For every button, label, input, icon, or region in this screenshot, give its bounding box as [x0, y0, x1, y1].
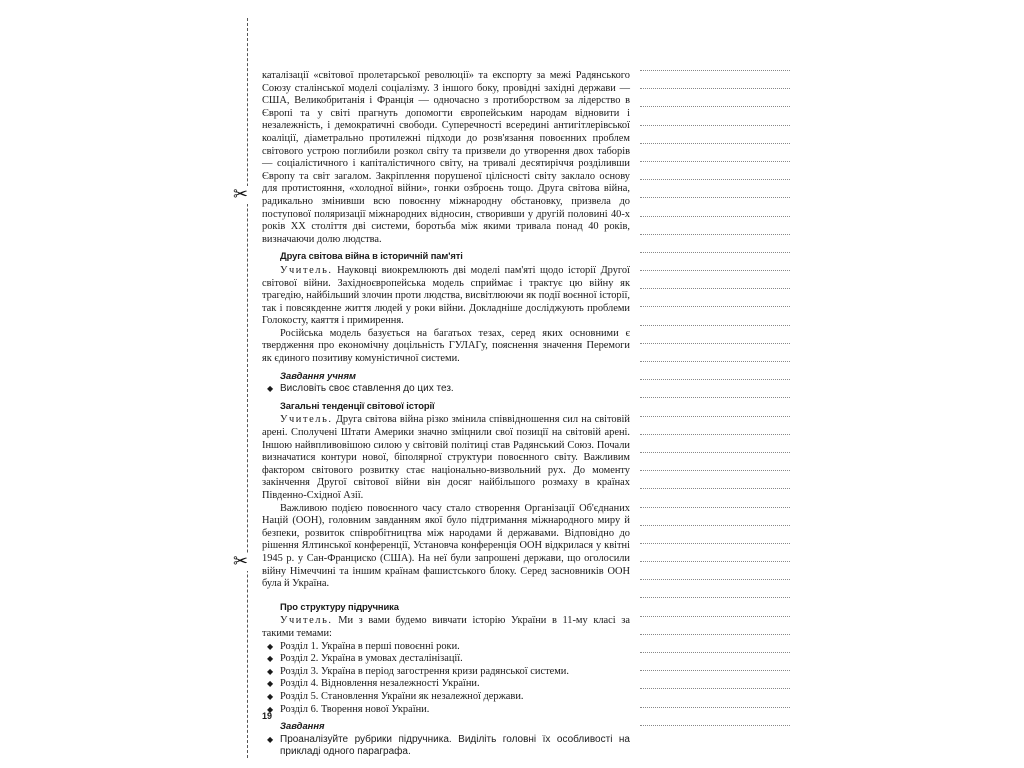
diamond-bullet-icon: ◆ [267, 691, 274, 701]
paragraph: каталізації «світової пролетарської революції» та експорту за межі Радянського Союзу сталінської моделі соціалізму. З іншого боку, провідні західні держави — США, Великобританія і Франція — одночасно з протиборством за лідерство в Європі та у світі прагнуть допомогти європейським народам відновити і незалежність, і демократичні свободи. Суперечності всередині антигітлерівської коаліції, діаметрально протилежні підходи до розв'язання повоєнних проблем світового устрою поглибили розкол світу та призвели до утворення двох таборів — соціалістичного і капіталістичного світу, на тривалі десятиріччя розділивши Європу та світ загалом. Закріплення порушеної цілісності світу заклало основу для протистояння, «холодної війни», гонки озброєнь тощо. Друга світова війна, радикально змінивши всю повоєнну міжнародну обстановку, призвела до поступової поляризації міжнародних відносин, створивши у другій половині 40-х років XX століття дві системи, боротьба між якими тривала понад 40 років, визначаючи долю людства. [262, 70, 630, 245]
list-item-text: Розділ 3. Україна в період загострення кризи радянської системи. [280, 665, 569, 677]
paragraph-text: Друга світова війна різко змінила співвідношення сил на світовій арені. Сполучені Штати Америки значно зміцнили свої позиції на світовій арені. Іншою найвпливовішою силою у світовій політиці став Радянський Союз. Почали визначатися контури нової, біполярної структури повоєнного світу. Важливим фактором світового розвитку стає національно-визвольний рух. До моменту закінчення Другої світової війни він досяг найбільшого розмаху в країнах Південно-Східної Азії. [262, 414, 630, 501]
diamond-bullet-icon: ◆ [267, 641, 274, 651]
note-line [640, 416, 790, 417]
speaker-label: Учитель. [280, 264, 333, 276]
note-line [640, 616, 790, 617]
list-item-text: Розділ 5. Становлення України як незалежної держави. [280, 690, 524, 702]
list-item-text: Висловіть своє ставлення до цих тез. [280, 383, 454, 395]
paragraph-text: Науковці виокремлюють дві моделі пам'яті щодо історії Другої світової війни. Західноєвропейська модель сприймає і трактує цю війну як трагедію, найбільший злочин проти людства, висвітлюючи як події воєнної історії, так і повсякденне життя людей у роки війни. Докладніше досліджують проблеми Голокосту, каяття і примирення. [262, 264, 630, 327]
diamond-bullet-icon: ◆ [267, 734, 274, 744]
note-line [640, 397, 790, 398]
main-text-column [262, 70, 630, 759]
list-item [262, 666, 630, 679]
note-line [640, 216, 790, 217]
note-line [640, 725, 790, 726]
note-line [640, 161, 790, 162]
sections-list [262, 641, 630, 717]
note-line [640, 252, 790, 253]
note-line [640, 70, 790, 71]
list-item [262, 641, 630, 654]
diamond-bullet-icon: ◆ [267, 666, 274, 676]
page-number: 19 [262, 711, 273, 721]
note-line [640, 652, 790, 653]
list-item [262, 383, 630, 396]
scissors-icon: ✂ [233, 184, 249, 205]
list-item-text: Проаналізуйте рубрики підручника. Виділіть головні їх особливості на прикладі одного параграфа. [280, 733, 630, 758]
note-line [640, 270, 790, 271]
note-line [640, 525, 790, 526]
diamond-bullet-icon: ◆ [267, 654, 274, 664]
note-line [640, 325, 790, 326]
list-item [262, 691, 630, 704]
note-line [640, 288, 790, 289]
paragraph [262, 414, 630, 502]
note-line [640, 561, 790, 562]
note-line [640, 707, 790, 708]
note-line [640, 361, 790, 362]
note-line [640, 234, 790, 235]
paragraph [262, 615, 630, 640]
note-line [640, 470, 790, 471]
list-item [262, 734, 630, 759]
note-line [640, 634, 790, 635]
section-heading: Про структуру підручника [280, 600, 399, 612]
note-line [640, 306, 790, 307]
note-line [640, 197, 790, 198]
note-line [640, 488, 790, 489]
note-line [640, 88, 790, 89]
diamond-bullet-icon: ◆ [267, 704, 274, 714]
note-line [640, 670, 790, 671]
paragraph [262, 265, 630, 328]
note-line [640, 507, 790, 508]
note-line [640, 143, 790, 144]
list-item [262, 653, 630, 666]
list-item [262, 678, 630, 691]
cut-line [247, 18, 248, 758]
note-line [640, 434, 790, 435]
task-heading: Завдання учням [280, 369, 356, 381]
list-item-text: Розділ 6. Творення нової України. [280, 703, 430, 715]
paragraph: Російська модель базується на багатьох тезах, серед яких основними є твердження про економічну доцільність ГУЛАГу, пояснення значення Перемоги як єдиного позитиву комуністичної системи. [262, 327, 630, 365]
note-line [640, 343, 790, 344]
note-line [640, 543, 790, 544]
diamond-bullet-icon: ◆ [267, 384, 274, 394]
list-item-text: Розділ 2. Україна в умовах десталінізації. [280, 653, 463, 665]
task-heading: Завдання [280, 720, 325, 732]
note-line [640, 579, 790, 580]
note-line [640, 379, 790, 380]
note-line [640, 106, 790, 107]
task-list [262, 734, 630, 759]
list-item-text: Розділ 1. Україна в перші повоєнні роки. [280, 640, 460, 652]
task-list [262, 383, 630, 396]
section-heading: Загальні тенденції світової історії [280, 399, 435, 411]
section-heading: Друга світова війна в історичній пам'яті [280, 250, 463, 262]
diamond-bullet-icon: ◆ [267, 679, 274, 689]
note-line [640, 125, 790, 126]
list-item [262, 704, 630, 717]
notes-lines [640, 70, 790, 743]
note-line [640, 597, 790, 598]
scissors-icon: ✂ [233, 551, 249, 572]
note-line [640, 179, 790, 180]
paragraph-text: Ми з вами будемо вивчати історію України в 11-му класі за такими темами: [262, 615, 630, 639]
speaker-label: Учитель. [280, 414, 333, 426]
note-line [640, 688, 790, 689]
paragraph: Важливою подією повоєнного часу стало створення Організації Об'єднаних Націй (ООН), головним завданням якої було підтримання міжнародного миру й безпеки, розвиток співробітництва між народами й державами. Відповідно до рішення Ялтинської конференції, Установча конференція ООН відкрилася у квітні 1945 р. у Сан-Франциско (США). На неї були запрошені держави, що оголосили війну Німеччині та іншим країнам фашистського блоку. Серед засновників ООН була й Україна. [262, 502, 630, 590]
list-item-text: Розділ 4. Відновлення незалежності України. [280, 678, 480, 690]
note-line [640, 452, 790, 453]
speaker-label: Учитель. [280, 615, 333, 627]
